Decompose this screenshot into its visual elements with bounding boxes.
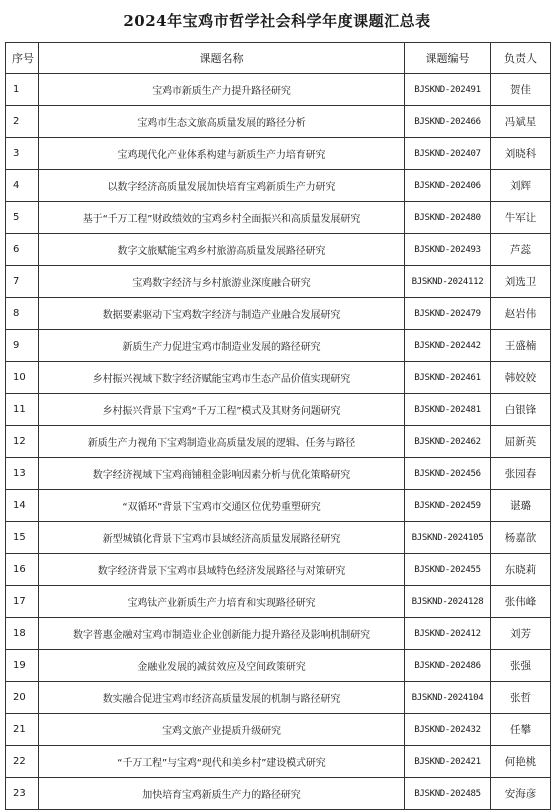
row-index: 23 xyxy=(6,778,39,810)
row-person: 刘芳 xyxy=(491,618,551,650)
table-row xyxy=(6,650,551,682)
row-project-name: 乡村振兴背景下宝鸡“千万工程”模式及其财务问题研究 xyxy=(39,394,405,426)
row-person: 安海彦 xyxy=(491,778,551,810)
row-project-name: “千万工程”与宝鸡“现代和美乡村”建设模式研究 xyxy=(39,746,405,778)
table-row xyxy=(6,394,551,426)
table-row xyxy=(6,778,551,810)
row-project-name: 以数字经济高质量发展加快培育宝鸡新质生产力研究 xyxy=(39,170,405,202)
row-person: 何艳桃 xyxy=(491,746,551,778)
row-person: 贺佳 xyxy=(491,74,551,106)
row-project-code: BJSKND-202480 xyxy=(405,202,491,234)
row-person: 张伟峰 xyxy=(491,586,551,618)
table-row xyxy=(6,298,551,330)
row-project-name: 加快培育宝鸡新质生产力的路径研究 xyxy=(39,778,405,810)
row-project-code: BJSKND-202459 xyxy=(405,490,491,522)
row-person: 张园春 xyxy=(491,458,551,490)
row-index: 10 xyxy=(6,362,39,394)
table-row xyxy=(6,362,551,394)
row-project-code: BJSKND-202479 xyxy=(405,298,491,330)
row-project-code: BJSKND-202466 xyxy=(405,106,491,138)
row-person: 任攀 xyxy=(491,714,551,746)
row-index: 22 xyxy=(6,746,39,778)
row-person: 张强 xyxy=(491,650,551,682)
row-index: 13 xyxy=(6,458,39,490)
table-row xyxy=(6,586,551,618)
row-person: 牛军让 xyxy=(491,202,551,234)
row-project-name: 宝鸡市生态文旅高质量发展的路径分析 xyxy=(39,106,405,138)
row-project-name: 宝鸡数字经济与乡村旅游业深度融合研究 xyxy=(39,266,405,298)
table-row xyxy=(6,746,551,778)
header-name: 课题名称 xyxy=(39,43,405,74)
header-index: 序号 xyxy=(6,43,39,74)
table-row xyxy=(6,202,551,234)
table-row xyxy=(6,138,551,170)
table-row xyxy=(6,234,551,266)
row-project-code: BJSKND-202493 xyxy=(405,234,491,266)
table-body xyxy=(6,74,551,810)
table-row xyxy=(6,106,551,138)
document-title: 2024年宝鸡市哲学社会科学年度课题汇总表 xyxy=(123,12,431,30)
row-person: 刘晓科 xyxy=(491,138,551,170)
row-project-code: BJSKND-202406 xyxy=(405,170,491,202)
row-project-code: BJSKND-202407 xyxy=(405,138,491,170)
row-project-name: “双循环”背景下宝鸡市交通区位优势重塑研究 xyxy=(39,490,405,522)
row-person: 屈新英 xyxy=(491,426,551,458)
row-index: 19 xyxy=(6,650,39,682)
row-person: 芦蕊 xyxy=(491,234,551,266)
table-row xyxy=(6,170,551,202)
row-index: 1 xyxy=(6,74,39,106)
table-row xyxy=(6,426,551,458)
row-project-name: 数字经济背景下宝鸡市县域特色经济发展路径与对策研究 xyxy=(39,554,405,586)
row-project-code: BJSKND-202462 xyxy=(405,426,491,458)
row-person: 谌璐 xyxy=(491,490,551,522)
project-table xyxy=(5,42,551,810)
table-row xyxy=(6,554,551,586)
header-code: 课题编号 xyxy=(405,43,491,74)
table-row xyxy=(6,458,551,490)
row-index: 8 xyxy=(6,298,39,330)
row-index: 7 xyxy=(6,266,39,298)
row-project-code: BJSKND-202481 xyxy=(405,394,491,426)
row-person: 冯斌星 xyxy=(491,106,551,138)
row-person: 赵岩伟 xyxy=(491,298,551,330)
row-person: 东晓莉 xyxy=(491,554,551,586)
table-row xyxy=(6,714,551,746)
row-project-code: BJSKND-202461 xyxy=(405,362,491,394)
row-project-code: BJSKND-202485 xyxy=(405,778,491,810)
row-project-code: BJSKND-202455 xyxy=(405,554,491,586)
row-project-code: BJSKND-2024128 xyxy=(405,586,491,618)
header-person: 负责人 xyxy=(491,43,551,74)
row-project-name: 宝鸡市新质生产力提升路径研究 xyxy=(39,74,405,106)
table-row xyxy=(6,74,551,106)
row-person: 张哲 xyxy=(491,682,551,714)
row-index: 15 xyxy=(6,522,39,554)
row-project-name: 新质生产力促进宝鸡市制造业发展的路径研究 xyxy=(39,330,405,362)
row-index: 12 xyxy=(6,426,39,458)
row-project-code: BJSKND-202486 xyxy=(405,650,491,682)
table-row xyxy=(6,682,551,714)
row-project-code: BJSKND-202456 xyxy=(405,458,491,490)
table-row xyxy=(6,490,551,522)
row-index: 9 xyxy=(6,330,39,362)
row-project-code: BJSKND-2024105 xyxy=(405,522,491,554)
row-project-name: 新质生产力视角下宝鸡制造业高质量发展的逻辑、任务与路径 xyxy=(39,426,405,458)
row-project-name: 新型城镇化背景下宝鸡市县域经济高质量发展路径研究 xyxy=(39,522,405,554)
row-index: 14 xyxy=(6,490,39,522)
row-project-code: BJSKND-202442 xyxy=(405,330,491,362)
row-project-name: 数字普惠金融对宝鸡市制造业企业创新能力提升路径及影响机制研究 xyxy=(39,618,405,650)
row-project-name: 数实融合促进宝鸡市经济高质量发展的机制与路径研究 xyxy=(39,682,405,714)
row-index: 2 xyxy=(6,106,39,138)
row-person: 刘选卫 xyxy=(491,266,551,298)
row-person: 王盛楠 xyxy=(491,330,551,362)
row-index: 21 xyxy=(6,714,39,746)
row-index: 3 xyxy=(6,138,39,170)
row-project-name: 数字经济视域下宝鸡商铺租金影响因素分析与优化策略研究 xyxy=(39,458,405,490)
row-index: 20 xyxy=(6,682,39,714)
row-index: 4 xyxy=(6,170,39,202)
table-row xyxy=(6,330,551,362)
row-index: 6 xyxy=(6,234,39,266)
row-project-code: BJSKND-202421 xyxy=(405,746,491,778)
row-project-name: 数字文旅赋能宝鸡乡村旅游高质量发展路径研究 xyxy=(39,234,405,266)
row-project-name: 宝鸡钛产业新质生产力培育和实现路径研究 xyxy=(39,586,405,618)
row-project-name: 数据要素驱动下宝鸡数字经济与制造产业融合发展研究 xyxy=(39,298,405,330)
row-index: 11 xyxy=(6,394,39,426)
row-project-code: BJSKND-2024104 xyxy=(405,682,491,714)
row-project-code: BJSKND-2024112 xyxy=(405,266,491,298)
row-person: 白银锋 xyxy=(491,394,551,426)
row-project-name: 宝鸡文旅产业提质升级研究 xyxy=(39,714,405,746)
table-row xyxy=(6,618,551,650)
table-row xyxy=(6,522,551,554)
row-project-code: BJSKND-202491 xyxy=(405,74,491,106)
row-project-code: BJSKND-202432 xyxy=(405,714,491,746)
row-person: 刘辉 xyxy=(491,170,551,202)
row-project-code: BJSKND-202412 xyxy=(405,618,491,650)
row-project-name: 宝鸡现代化产业体系构建与新质生产力培育研究 xyxy=(39,138,405,170)
row-project-name: 金融业发展的减贫效应及空间政策研究 xyxy=(39,650,405,682)
table-header-row xyxy=(6,43,551,74)
row-index: 18 xyxy=(6,618,39,650)
row-project-name: 基于“千万工程”财政绩效的宝鸡乡村全面振兴和高质量发展研究 xyxy=(39,202,405,234)
row-index: 16 xyxy=(6,554,39,586)
row-index: 17 xyxy=(6,586,39,618)
row-index: 5 xyxy=(6,202,39,234)
table-row xyxy=(6,266,551,298)
row-person: 韩姣姣 xyxy=(491,362,551,394)
row-person: 杨嘉歆 xyxy=(491,522,551,554)
row-project-name: 乡村振兴视域下数字经济赋能宝鸡市生态产品价值实现研究 xyxy=(39,362,405,394)
